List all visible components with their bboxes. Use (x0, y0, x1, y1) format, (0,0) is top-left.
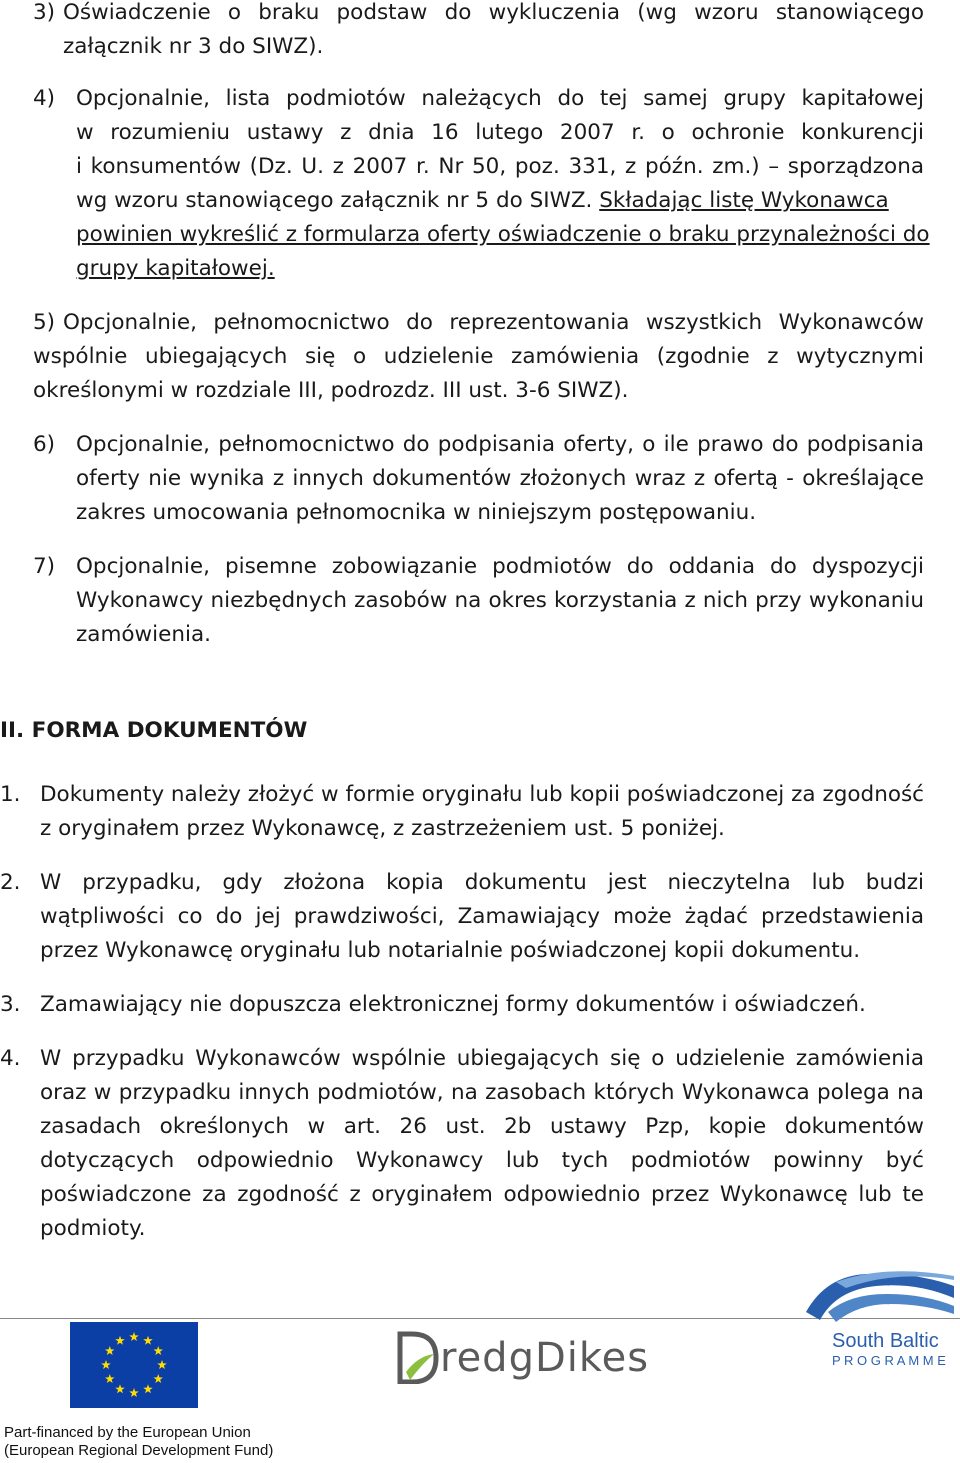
dredgdikes-wordmark: redgDikes (440, 1335, 650, 1381)
footer-financing-line2: (European Regional Development Fund) (4, 1442, 274, 1459)
item-line: przez Wykonawcę oryginału lub notarialnie poświadczonej kopii dokumentu. (40, 938, 861, 963)
item-line: Wykonawcy niezbędnych zasobów na okres korzystania z nich przy wykonaniu (76, 588, 924, 613)
item-number: 7) (33, 554, 56, 579)
item-line: poświadczone za zgodność z oryginałem odpowiednio przez Wykonawcę lub te (40, 1182, 924, 1207)
list-item-5 (33, 306, 924, 408)
item-line: w rozumieniu ustawy z dnia 16 lutego 2007 r. o ochronie konkurencji (76, 120, 924, 145)
item-number: 2. (0, 870, 21, 895)
south-baltic-subtitle: P R O G R A M M E (832, 1353, 946, 1368)
item-line: i konsumentów (Dz. U. z 2007 r. Nr 50, poz. 331, z późn. zm.) – sporządzona (76, 154, 924, 179)
south-baltic-title: South Baltic (832, 1330, 939, 1352)
south-baltic-logo (800, 1268, 960, 1378)
footer-financing-line1: Part-financed by the European Union (4, 1424, 251, 1441)
item-line: z oryginałem przez Wykonawcę, z zastrzeżeniem ust. 5 poniżej. (40, 816, 725, 841)
item-number: 3) (33, 0, 56, 25)
list-item-6 (33, 428, 924, 530)
list-item-3 (33, 0, 924, 64)
south-baltic-wave-icon (806, 1268, 954, 1328)
item-line: Oświadczenie o braku podstaw do wykluczenia (wg wzoru stanowiącego (63, 0, 924, 25)
item-line: określonymi w rozdziale III, podrozdz. III ust. 3-6 SIWZ). (33, 378, 629, 403)
item-line: zakres umocowania pełnomocnika w niniejszym postępowaniu. (76, 500, 757, 525)
item-line-mixed (76, 184, 924, 218)
eu-flag-logo (70, 1322, 198, 1408)
item-number: 4. (0, 1046, 21, 1071)
section-item-3 (0, 988, 924, 1022)
item-line: zasadach określonych w art. 26 ust. 2b ustawy Pzp, kopie dokumentów (40, 1114, 924, 1139)
item-line: wg wzoru stanowiącego załącznik nr 5 do SIWZ. (76, 188, 593, 213)
underlined-text: grupy kapitałowej. (76, 256, 275, 281)
item-line: wspólnie ubiegających się o udzielenie zamówienia (zgodnie z wytycznymi (33, 344, 924, 369)
list-item-7 (33, 550, 924, 652)
section-item-4 (0, 1042, 924, 1246)
item-line: podmioty. (40, 1216, 146, 1241)
item-line: oraz w przypadku innych podmiotów, na zasobach których Wykonawca polega na (40, 1080, 924, 1105)
item-line: wątpliwości co do jej prawdziwości, Zamawiający może żądać przedstawienia (40, 904, 924, 929)
item-number: 3. (0, 992, 21, 1017)
item-line: W przypadku Wykonawców wspólnie ubiegających się o udzielenie zamówienia (40, 1046, 924, 1071)
item-number: 5) (33, 310, 56, 335)
underlined-text: Składając listę Wykonawca (599, 188, 889, 213)
dredgdikes-logo (396, 1328, 650, 1388)
item-line: Dokumenty należy złożyć w formie oryginału lub kopii poświadczonej za zgodność (40, 782, 924, 807)
item-line: Opcjonalnie, lista podmiotów należących do tej samej grupy kapitałowej (76, 86, 924, 111)
item-line: Opcjonalnie, pisemne zobowiązanie podmiotów do oddania do dyspozycji (76, 554, 924, 579)
item-line: Zamawiający nie dopuszcza elektronicznej formy dokumentów i oświadczeń. (40, 992, 866, 1017)
item-number: 4) (33, 86, 56, 111)
item-line: zamówienia. (76, 622, 211, 647)
section-heading: II. FORMA DOKUMENTÓW (0, 718, 308, 743)
dredgdikes-mark-icon (396, 1328, 440, 1384)
item-line: załącznik nr 3 do SIWZ). (63, 34, 324, 59)
item-line: W przypadku, gdy złożona kopia dokumentu jest nieczytelna lub budzi (40, 870, 924, 895)
item-line: Opcjonalnie, pełnomocnictwo do reprezentowania wszystkich Wykonawców (63, 310, 924, 335)
section-item-2 (0, 866, 924, 968)
section-item-1 (0, 778, 924, 846)
list-item-4 (33, 82, 930, 286)
item-line: oferty nie wynika z innych dokumentów złożonych wraz z ofertą - określające (76, 466, 924, 491)
item-line: Opcjonalnie, pełnomocnictwo do podpisania oferty, o ile prawo do podpisania (76, 432, 924, 457)
item-number: 6) (33, 432, 56, 457)
underlined-text: powinien wykreślić z formularza oferty oświadczenie o braku przynależności do (76, 222, 930, 247)
item-number: 1. (0, 782, 21, 807)
item-line: dotyczących odpowiednio Wykonawcy lub tych podmiotów powinny być (40, 1148, 924, 1173)
